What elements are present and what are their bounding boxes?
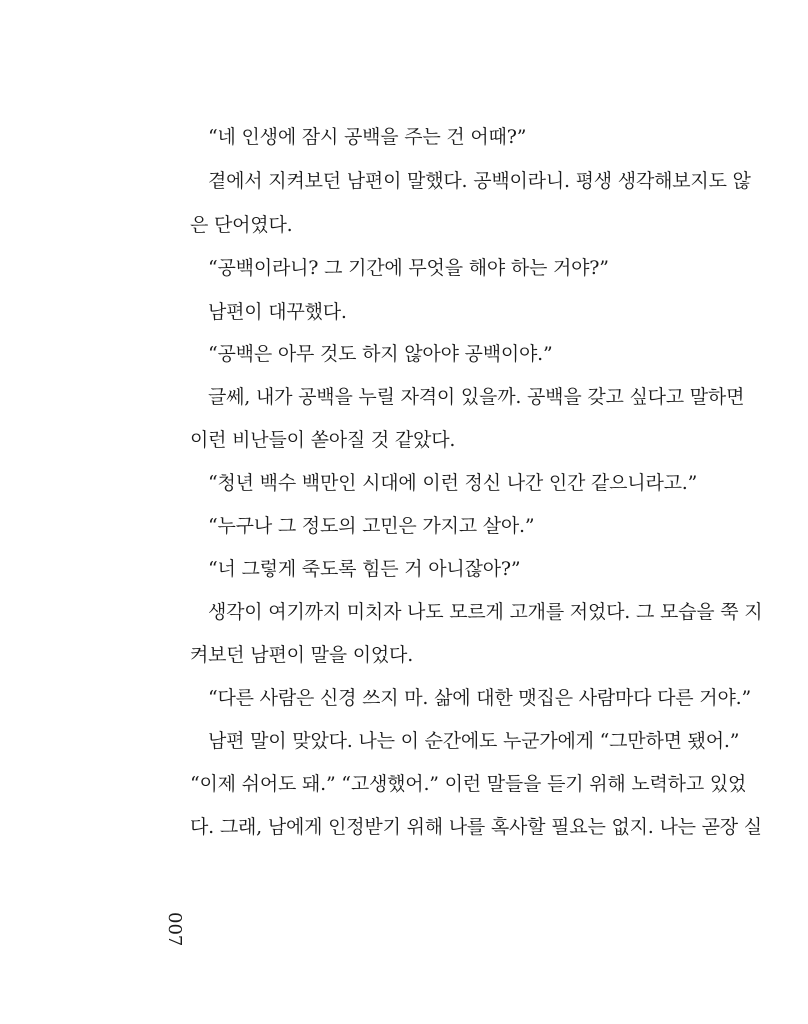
text-line-3: 은 단어였다. (190, 214, 293, 236)
text-line-6: “공백은 아무 것도 하지 않아야 공백이야.” (208, 343, 553, 365)
text-line-4: “공백이라니? 그 기간에 무엇을 해야 하는 거야?” (208, 257, 609, 279)
text-line-13: 켜보던 남편이 말을 이었다. (190, 644, 414, 666)
text-line-9: “청년 백수 백만인 시대에 이런 정신 나간 인간 같으니라고.” (208, 472, 698, 494)
text-line-1: “네 인생에 잠시 공백을 주는 건 어때?” (208, 126, 527, 148)
page-number: 007 (164, 912, 185, 947)
text-line-11: “너 그렇게 죽도록 힘든 거 아니잖아?” (208, 558, 521, 580)
text-line-17: 다. 그래, 남에게 인정받기 위해 나를 혹사할 필요는 없지. 나는 곧장 실 (190, 816, 762, 838)
text-line-2: 곁에서 지켜보던 남편이 말했다. 공백이라니. 평생 생각해보지도 않 (208, 170, 751, 192)
text-line-16: “이제 쉬어도 돼.” “고생했어.” 이런 말들을 듣기 위해 노력하고 있었 (190, 773, 747, 795)
text-line-14: “다른 사람은 신경 쓰지 마. 삶에 대한 맷집은 사람마다 다른 거야.” (208, 687, 751, 709)
text-line-10: “누구나 그 정도의 고민은 가지고 살아.” (208, 515, 535, 537)
text-line-8: 이런 비난들이 쏟아질 것 같았다. (190, 429, 456, 451)
text-line-5: 남편이 대꾸했다. (208, 301, 347, 323)
text-line-7: 글쎄, 내가 공백을 누릴 자격이 있을까. 공백을 갖고 싶다고 말하면 (208, 386, 745, 408)
text-line-12: 생각이 여기까지 미치자 나도 모르게 고개를 저었다. 그 모습을 쭉 지 (208, 601, 763, 623)
text-line-15: 남편 말이 맞았다. 나는 이 순간에도 누군가에게 “그만하면 됐어.” (208, 730, 740, 752)
